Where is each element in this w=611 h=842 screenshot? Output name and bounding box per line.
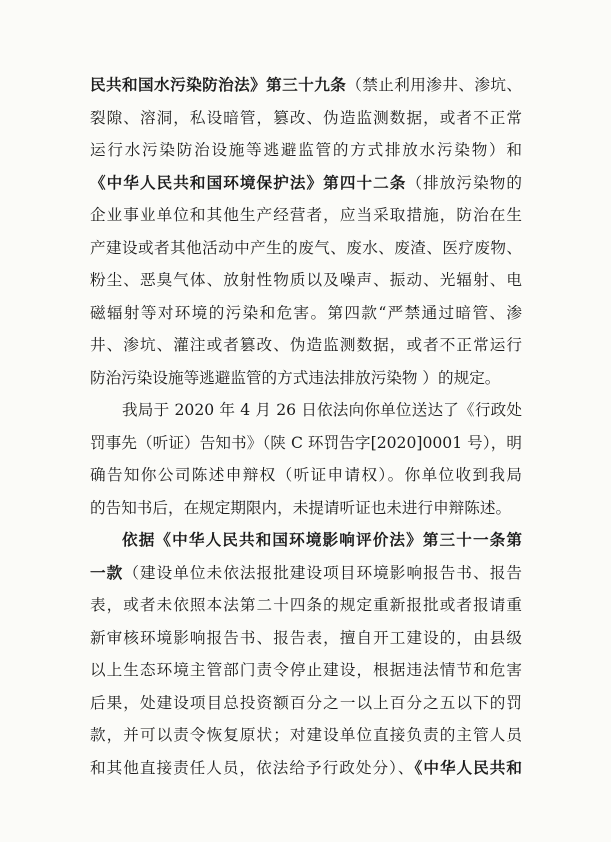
body-text: 和其他直接责任人员，依法给予行政处分）、	[90, 758, 415, 777]
bold-text: 《中华人民共和国环境保护法》第四十二条	[90, 172, 407, 192]
body-text: 表，或者未依照本法第二十四条的规定重新报批或者报请重	[90, 596, 522, 614]
body-text: 新审核环境影响报告书、报告表，擅自开工建设的，由县级	[90, 628, 522, 647]
body-text: 磁辐射等对环境的污染和危害。第四款“严禁通过暗管、渗	[90, 303, 522, 322]
body-text: 的告知书后，在规定期限内，未提请听证也未进行申辩陈述。	[90, 498, 512, 517]
text-line	[90, 329, 522, 362]
body-text: 我局于 2020 年 4 月 26 日依法向你单位送达了《行政处	[122, 401, 522, 419]
body-text: （建设单位未依法报批建设项目环境影响报告书、报告	[123, 563, 522, 582]
body-text: 粉尘、恶臭气体、放射性物质以及噪声、振动、光辐射、电	[90, 271, 522, 289]
text-line	[90, 557, 522, 590]
text-line	[90, 69, 522, 102]
text-line	[90, 752, 522, 785]
text-line	[90, 394, 522, 427]
bold-text: 民共和国水污染防治法》第三十九条	[90, 75, 347, 94]
body-text: 确告知你公司陈述申辩权（听证申请权）。你单位收到我局	[90, 466, 522, 484]
body-text: （排放污染物的	[406, 173, 522, 192]
text-line	[90, 459, 522, 492]
body-text: （禁止利用渗井、渗坑、	[346, 76, 522, 94]
text-line	[90, 232, 522, 265]
body-text: 井、渗坑、灌注或者篡改、伪造监测数据，或者不正常运行	[90, 336, 522, 354]
body-text: 后果，处建设项目总投资额百分之一以上百分之五以下的罚	[90, 693, 522, 712]
body-text: 裂隙、溶洞，私设暗管，篡改、伪造监测数据，或者不正常	[90, 108, 522, 127]
text-line	[90, 719, 522, 752]
paragraph-3	[90, 524, 522, 784]
text-line	[90, 427, 522, 460]
text-line	[90, 167, 522, 200]
text-line	[90, 362, 522, 395]
bold-text: 一款	[90, 562, 124, 582]
body-text: 款，并可以责令恢复原状；对建设单位直接负责的主管人员	[90, 726, 522, 744]
body-text: 罚事先（听证）告知书》（陕 C 环罚告字[2020]0001 号），明	[90, 433, 522, 452]
text-line	[90, 589, 522, 622]
body-text: 防治污染设施等逃避监管的方式违法排放污染物 ）的规定。	[90, 368, 501, 387]
bold-text: 依据《中华人民共和国环境影响评价法》第三十一条第	[122, 530, 522, 549]
text-line	[90, 297, 522, 330]
text-line	[90, 264, 522, 297]
text-line	[90, 524, 522, 557]
text-line	[90, 622, 522, 655]
text-line	[90, 654, 522, 687]
body-text: 以上生态环境主管部门责令停止建设，根据违法情节和危害	[90, 661, 522, 679]
document-body	[90, 69, 522, 784]
body-text: 产建设或者其他活动中产生的废气、废水、废渣、医疗废物、	[90, 238, 522, 257]
paragraph-1	[90, 69, 522, 394]
text-line	[90, 687, 522, 720]
text-line	[90, 134, 522, 167]
text-line	[90, 199, 522, 232]
body-text: 企业事业单位和其他生产经营者，应当采取措施，防治在生	[90, 206, 522, 224]
text-line	[90, 492, 522, 525]
bold-text: 《中华人民共和	[414, 757, 523, 777]
paragraph-2	[90, 394, 522, 524]
text-line	[90, 102, 522, 135]
body-text: 运行水污染防治设施等逃避监管的方式排放水污染物）和	[90, 141, 522, 159]
